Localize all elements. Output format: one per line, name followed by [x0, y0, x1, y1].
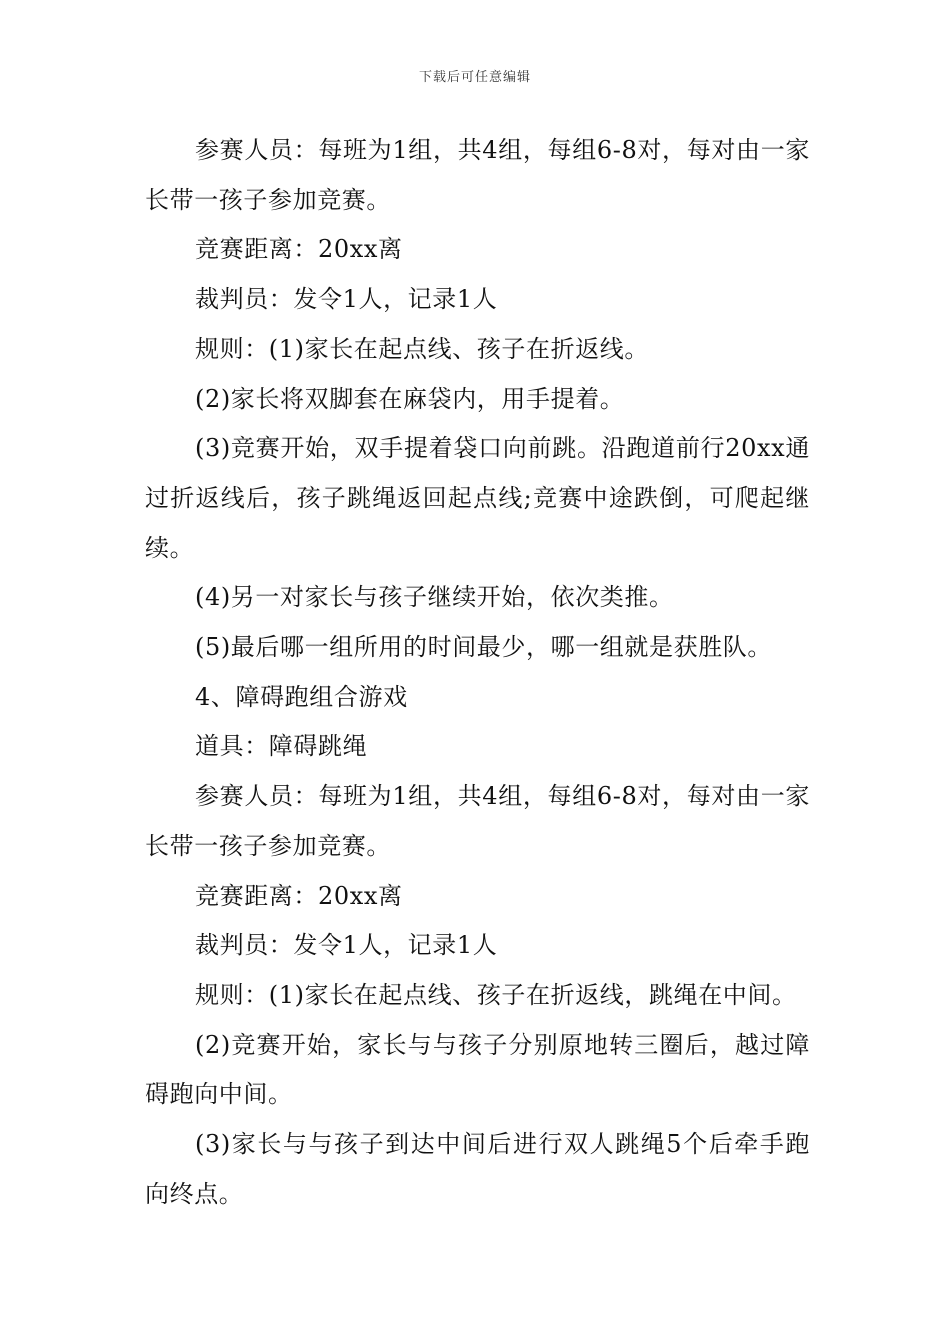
paragraph-rule-1-2: (2)家长将双脚套在麻袋内，用手提着。: [195, 384, 625, 413]
paragraph-participants-1: 参赛人员：每班为1组，共4组，每组6-8对，每对由一家长带一孩子参加竞赛。: [145, 136, 810, 214]
paragraph-rule-1-4: (4)另一对家长与孩子继续开始，依次类推。: [195, 583, 674, 612]
paragraph-rule-1-3: (3)竞赛开始，双手提着袋口向前跳。沿跑道前行20xx通过折返线后，孩子跳绳返回起点线;竞赛中途跌倒，可爬起继续。: [145, 434, 810, 562]
paragraph-distance-2: 竞赛距离：20xx离: [195, 881, 403, 910]
paragraph-rule-2-2: (2)竞赛开始，家长与与孩子分别原地转三圈后，越过障碍跑向中间。: [145, 1030, 810, 1109]
paragraph-distance-1: 竞赛距离：20xx离: [195, 235, 403, 264]
paragraph-rule-1-1: 规则：(1)家长在起点线、孩子在折返线。: [195, 334, 649, 363]
page-header: 下载后可任意编辑: [418, 70, 531, 85]
document-body: [145, 126, 810, 1219]
paragraph-rule-2-3: (3)家长与与孩子到达中间后进行双人跳绳5个后牵手跑向终点。: [145, 1130, 810, 1208]
paragraph-props: 道具：障碍跳绳: [195, 732, 368, 761]
paragraph-referees-1: 裁判员：发令1人，记录1人: [195, 285, 498, 314]
paragraph-rule-2-1: 规则：(1)家长在起点线、孩子在折返线，跳绳在中间。: [195, 980, 797, 1009]
section-heading-obstacle-race: 4、障碍跑组合游戏: [195, 682, 408, 711]
paragraph-rule-1-5: (5)最后哪一组所用的时间最少，哪一组就是获胜队。: [195, 633, 772, 662]
paragraph-participants-2: 参赛人员：每班为1组，共4组，每组6-8对，每对由一家长带一孩子参加竞赛。: [145, 782, 810, 860]
paragraph-referees-2: 裁判员：发令1人，记录1人: [195, 931, 498, 960]
